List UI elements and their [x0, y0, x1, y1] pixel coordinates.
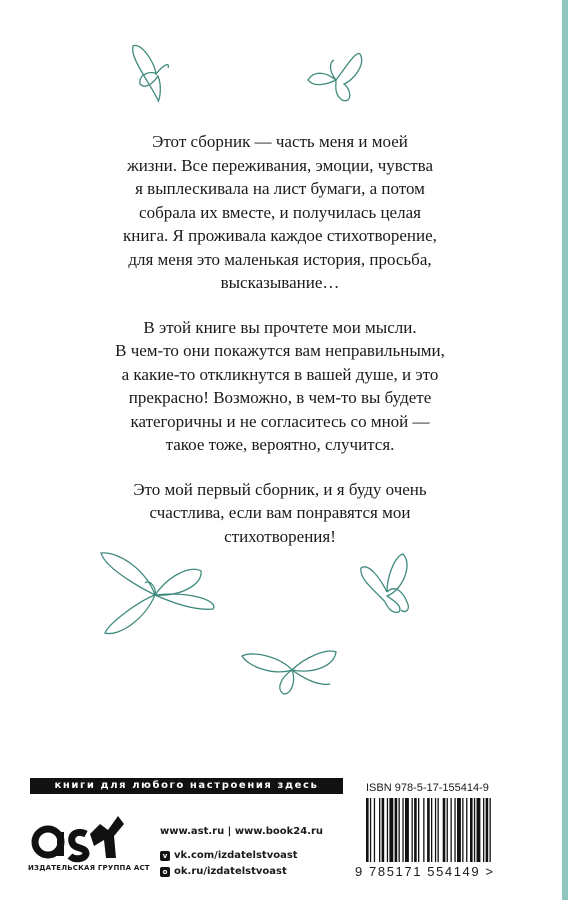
text-line: высказывание…	[220, 273, 340, 292]
ok-link[interactable]	[160, 866, 287, 877]
barcode-bar	[447, 798, 448, 862]
barcode-bar	[402, 798, 403, 862]
barcode-bar	[395, 798, 398, 862]
barcode-bar	[412, 798, 413, 862]
isbn: ISBN 978-5-17-155414-9	[366, 782, 489, 794]
barcode-bar	[462, 798, 463, 862]
barcode-bar	[477, 798, 481, 862]
text-line: прекрасно! Возможно, в чем-то вы будете	[128, 388, 432, 407]
barcode-bar	[443, 798, 446, 862]
barcode-bar	[387, 798, 388, 862]
ok-link-text: ok.ru/izdatelstvoast	[174, 866, 287, 877]
tagline-banner: книги для любого настроения здесь	[30, 778, 343, 794]
annotation-paragraph-1	[60, 130, 500, 295]
text-line: жизни. Все переживания, эмоции, чувства	[126, 155, 434, 175]
barcode-bar	[454, 798, 455, 862]
barcode-bar	[490, 798, 491, 862]
barcode-digits: 9 785171 554149 >	[355, 864, 495, 879]
barcode-bar	[438, 798, 439, 862]
barcode-bar	[451, 798, 452, 862]
text-line: В этой книге вы прочтете мои мысли.	[143, 317, 417, 337]
annotation-paragraph-2	[60, 316, 500, 457]
publisher-websites[interactable]: www.ast.ru | www.book24.ru	[160, 826, 324, 837]
text-line: счастлива, если вам понравятся мои	[149, 503, 411, 522]
text-line: стихотворения!	[224, 526, 336, 546]
barcode-bar	[466, 798, 467, 862]
barcode-bar	[414, 798, 417, 862]
barcode-bar	[405, 798, 409, 862]
barcode-bar	[474, 798, 475, 862]
vk-link[interactable]	[160, 850, 298, 861]
ast-logo	[28, 810, 140, 890]
text-line: для меня это маленькая история, просьба,	[128, 249, 432, 269]
barcode-bar	[366, 798, 369, 862]
cover-footer	[0, 768, 568, 900]
barcode-bar	[483, 798, 484, 862]
barcode-bar	[370, 798, 371, 862]
barcode-bar	[423, 798, 424, 862]
barcode-bar	[374, 798, 375, 862]
publisher-name: ИЗДАТЕЛЬСКАЯ ГРУППА АСТ	[28, 864, 150, 872]
barcode	[366, 798, 534, 862]
vk-link-text: vk.com/izdatelstvoast	[174, 850, 298, 861]
ok-icon: o	[160, 867, 170, 877]
vk-icon: v	[160, 851, 170, 861]
butterfly-icon	[300, 40, 380, 115]
butterfly-icon	[236, 640, 346, 700]
text-line: такое тоже, вероятно, случится.	[165, 435, 395, 454]
text-line: а какие-то откликнутся в вашей душе, и это	[121, 364, 439, 384]
text-line: Это мой первый сборник, и я буду очень	[133, 479, 427, 499]
barcode-bar	[399, 798, 400, 862]
text-line: собрала их вместе, и получилась целая	[139, 202, 421, 222]
text-line: я выплескивала на лист бумаги, а потом	[135, 179, 425, 198]
barcode-bar	[486, 798, 489, 862]
barcode-bar	[418, 798, 419, 862]
barcode-bar	[435, 798, 436, 862]
text-line: В чем-то они покажутся вам неправильными,	[115, 341, 445, 360]
text-line: книга. Я проживала каждое стихотворение,	[123, 226, 437, 245]
barcode-bar	[427, 798, 430, 862]
barcode-bar	[379, 798, 380, 862]
barcode-bar	[382, 798, 385, 862]
butterfly-icon	[118, 40, 198, 115]
barcode-bar	[389, 798, 393, 862]
barcode-bar	[457, 798, 461, 862]
text-line: категоричны и не согласитесь со мной —	[130, 411, 430, 431]
spine-accent-stripe	[562, 0, 568, 900]
annotation-paragraph-3	[60, 478, 500, 549]
annotation-text	[60, 130, 500, 569]
barcode-bar	[470, 798, 473, 862]
barcode-bar	[431, 798, 432, 862]
text-line: Этот сборник — часть меня и моей	[152, 132, 408, 151]
